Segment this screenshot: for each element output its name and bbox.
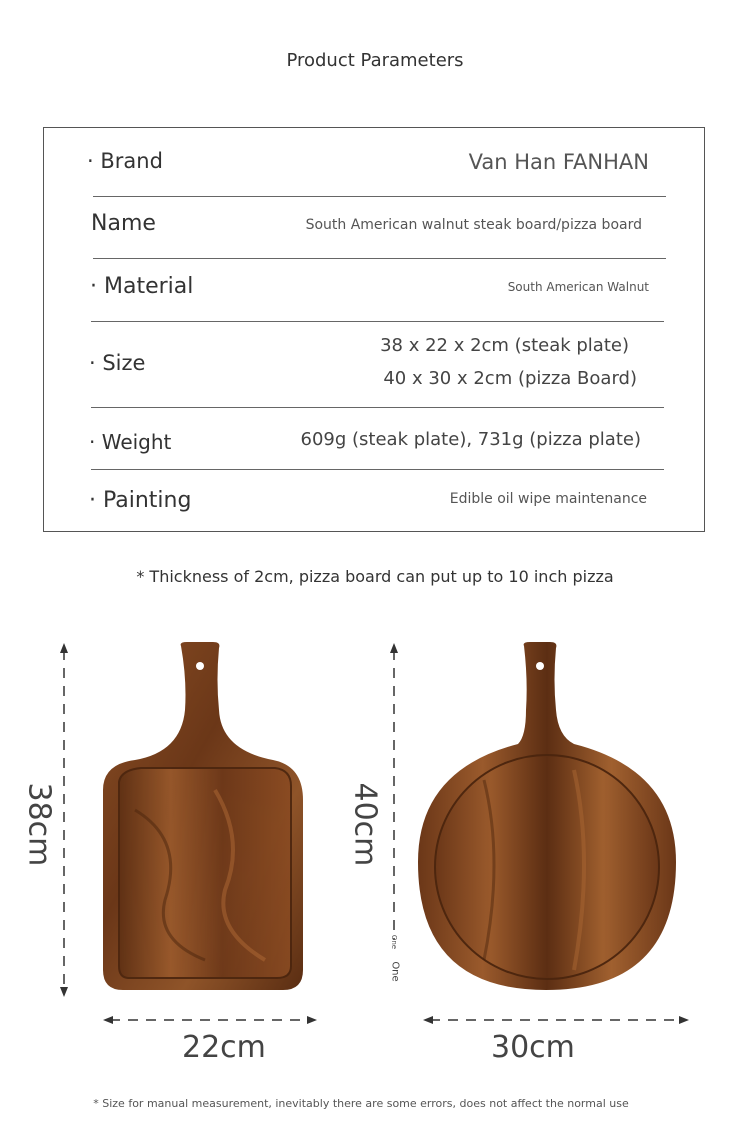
param-label-weight: · Weight xyxy=(89,430,172,454)
pizza-width-arrow xyxy=(420,1010,692,1030)
param-label-size: · Size xyxy=(89,351,146,375)
param-value-brand: Van Han FANHAN xyxy=(468,150,649,174)
separator xyxy=(93,196,666,197)
param-label-brand: · Brand xyxy=(87,149,163,173)
param-value-weight: 609g (steak plate), 731g (pizza plate) xyxy=(300,429,641,450)
steak-board-image xyxy=(95,640,315,1000)
steak-width-arrow xyxy=(100,1010,320,1030)
separator xyxy=(91,321,664,322)
steak-height-arrow xyxy=(55,640,75,1000)
pizza-width-label: 30cm xyxy=(491,1030,575,1065)
separator xyxy=(93,258,666,259)
param-value-painting: Edible oil wipe maintenance xyxy=(449,491,647,507)
small-mark-2: One xyxy=(389,961,401,982)
pizza-board-image xyxy=(414,640,684,1000)
separator xyxy=(91,407,664,408)
pizza-height-label: 40cm xyxy=(347,782,383,867)
separator xyxy=(91,469,664,470)
param-value-size-steak: 38 x 22 x 2cm (steak plate) xyxy=(380,335,629,356)
page-title: Product Parameters xyxy=(286,50,464,71)
steak-height-label: 38cm xyxy=(21,782,57,867)
parameters-table xyxy=(43,127,705,532)
param-label-material: · Material xyxy=(90,274,194,299)
param-value-name: South American walnut steak board/pizza board xyxy=(305,217,642,233)
steak-width-label: 22cm xyxy=(182,1030,266,1065)
small-mark-1: One xyxy=(390,934,398,950)
thickness-note: * Thickness of 2cm, pizza board can put up to 10 inch pizza xyxy=(136,567,614,586)
measurement-footnote: * Size for manual measurement, inevitably there are some errors, does not affect the normal use xyxy=(93,1097,629,1110)
param-value-material: South American Walnut xyxy=(507,280,649,294)
param-value-size-pizza: 40 x 30 x 2cm (pizza Board) xyxy=(383,368,637,389)
param-label-name: Name xyxy=(91,211,156,236)
param-label-painting: · Painting xyxy=(89,488,192,513)
